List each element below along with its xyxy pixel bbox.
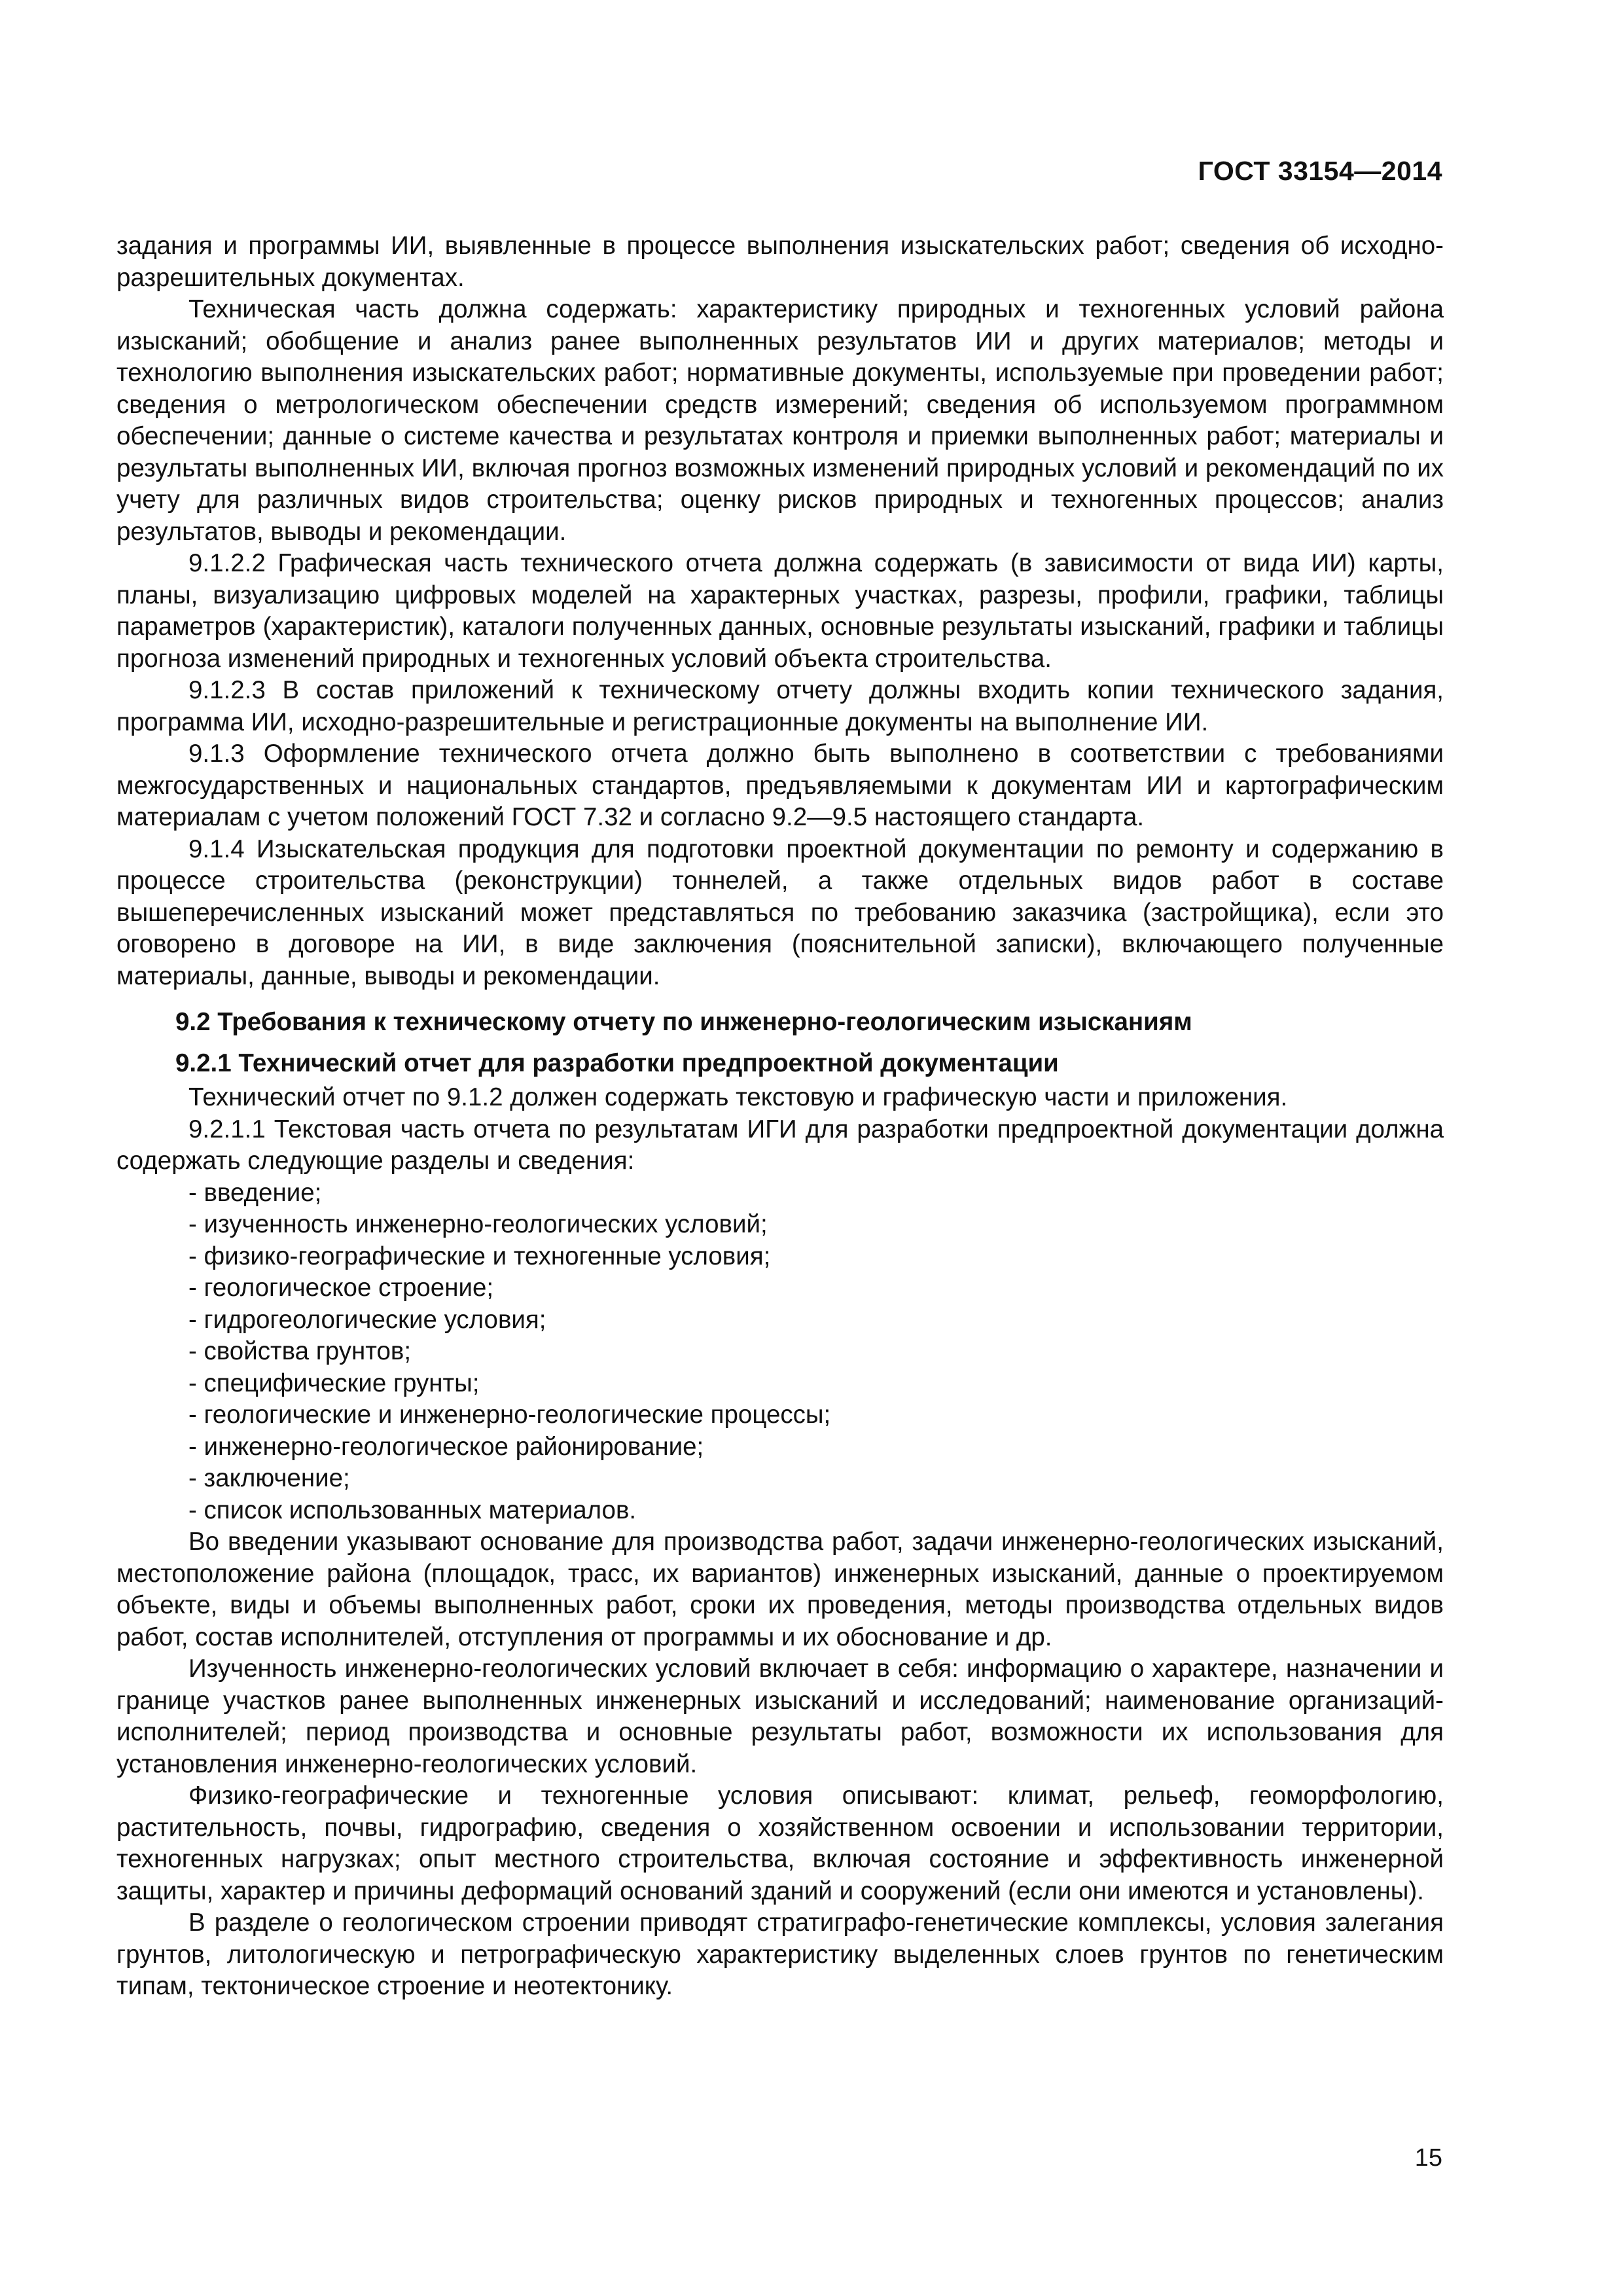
paragraph-continuation: задания и программы ИИ, выявленные в процессе выполнения изыскательских работ; сведения об исходно-разрешительных документах.	[116, 232, 1444, 292]
paragraph-physical-geography: Физико-географические и техногенные условия описывают: климат, рельеф, геоморфологию, растительность, почвы, гидрографию, сведения о хозяйственном освоении и использовании территории, техногенных нагрузках; опыт местного строительства, включая состояние и эффективность инженерной защиты, характер и причины деформаций оснований зданий и сооружений (если они имеются и установлены).	[116, 1782, 1444, 1905]
clause-9-1-2-3: 9.1.2.3 В состав приложений к техническому отчету должны входить копии технического задания, программа ИИ, исходно-разрешительные и регистрационные документы на выполнение ИИ.	[116, 676, 1444, 736]
list-item: - физико-географические и техногенные условия;	[116, 1241, 1444, 1273]
list-item: - геологическое строение;	[116, 1272, 1444, 1304]
list-item: - инженерно-геологическое районирование;	[116, 1431, 1444, 1463]
list-item: - список использованных материалов.	[116, 1495, 1444, 1527]
paragraph-technical-part: Техническая часть должна содержать: характеристику природных и техногенных условий района изысканий; обобщение и анализ ранее выполненных результатов ИИ и других материалов; методы и технологию выполнения изыскательских работ; нормативные документы, используемые при проведении работ; сведения о метрологическом обеспечении средств измерений; сведения об используемом программном обеспечении; данные о системе качества и результатах контроля и приемки выполненных работ; материалы и результаты выполненных ИИ, включая прогноз возможных изменений природных условий и рекомендаций по их учету для различных видов строительства; оценку рисков природных и техногенных процессов; анализ результатов, выводы и рекомендации.	[116, 295, 1444, 546]
section-list	[116, 1177, 1444, 1527]
document-body	[116, 230, 1444, 2003]
clause-9-1-2-2: 9.1.2.2 Графическая часть технического отчета должна содержать (в зависимости от вида ИИ) карты, планы, визуализацию цифровых моделей на характерных участках, разрезы, профили, графики, таблицы параметров (характеристик), каталоги полученных данных, основные результаты изысканий, графики и таблицы прогноза изменений природных и техногенных условий объекта строительства.	[116, 549, 1444, 673]
paragraph-report-contents: Технический отчет по 9.1.2 должен содержать текстовую и графическую части и приложения.	[188, 1083, 1288, 1111]
list-item: - гидрогеологические условия;	[116, 1304, 1444, 1336]
section-heading-9-2: 9.2 Требования к техническому отчету по инженерно-геологическим изысканиям	[175, 1008, 1192, 1036]
paragraph-study-level: Изученность инженерно-геологических условий включает в себя: информацию о характере, назначении и границе участков ранее выполненных инженерных изысканий и исследований; наименование организаций-исполнителей; период производства и основные результаты работ, возможности их использования для установления инженерно-геологических условий.	[116, 1655, 1444, 1778]
clause-9-1-4: 9.1.4 Изыскательская продукция для подготовки проектной документации по ремонту и содержанию в процессе строительства (реконструкции) тоннелей, а также отдельных видов работ в составе вышеперечисленных изысканий может представляться по требованию заказчика (застройщика), если это оговорено в договоре на ИИ, в виде заключения (пояснительной записки), включающего полученные материалы, данные, выводы и рекомендации.	[116, 834, 1444, 990]
list-item: - геологические и инженерно-геологические процессы;	[116, 1399, 1444, 1431]
clause-9-1-3: 9.1.3 Оформление технического отчета должно быть выполнено в соответствии с требованиями межгосударственных и национальных стандартов, предъявляемыми к документам ИИ и картографическим материалам с учетом положений ГОСТ 7.32 и согласно 9.2—9.5 настоящего стандарта.	[116, 740, 1444, 831]
list-item: - свойства грунтов;	[116, 1336, 1444, 1368]
list-item: - введение;	[116, 1177, 1444, 1210]
paragraph-geological-structure: В разделе о геологическом строении приводят стратиграфо-генетические комплексы, условия залегания грунтов, литологическую и петрографическую характеристику выделенных слоев грунтов по генетическим типам, тектоническое строение и неотектонику.	[116, 1909, 1444, 2000]
list-item: - специфические грунты;	[116, 1368, 1444, 1400]
page-number: 15	[1414, 2144, 1442, 2172]
subsection-heading-9-2-1: 9.2.1 Технический отчет для разработки предпроектной документации	[175, 1049, 1059, 1077]
paragraph-introduction: Во введении указывают основание для производства работ, задачи инженерно-геологических изысканий, местоположение района (площадок, трасс, их вариантов) инженерных изысканий, данные о проектируемом объекте, виды и объемы выполненных работ, сроки их проведения, методы производства отдельных видов работ, состав исполнителей, отступления от программы и их обоснование и др.	[116, 1528, 1444, 1651]
document-code: ГОСТ 33154—2014	[1198, 156, 1442, 186]
list-item: - изученность инженерно-геологических условий;	[116, 1209, 1444, 1241]
clause-9-2-1-1: 9.2.1.1 Текстовая часть отчета по результатам ИГИ для разработки предпроектной документации должна содержать следующие разделы и сведения:	[116, 1115, 1444, 1175]
list-item: - заключение;	[116, 1463, 1444, 1495]
